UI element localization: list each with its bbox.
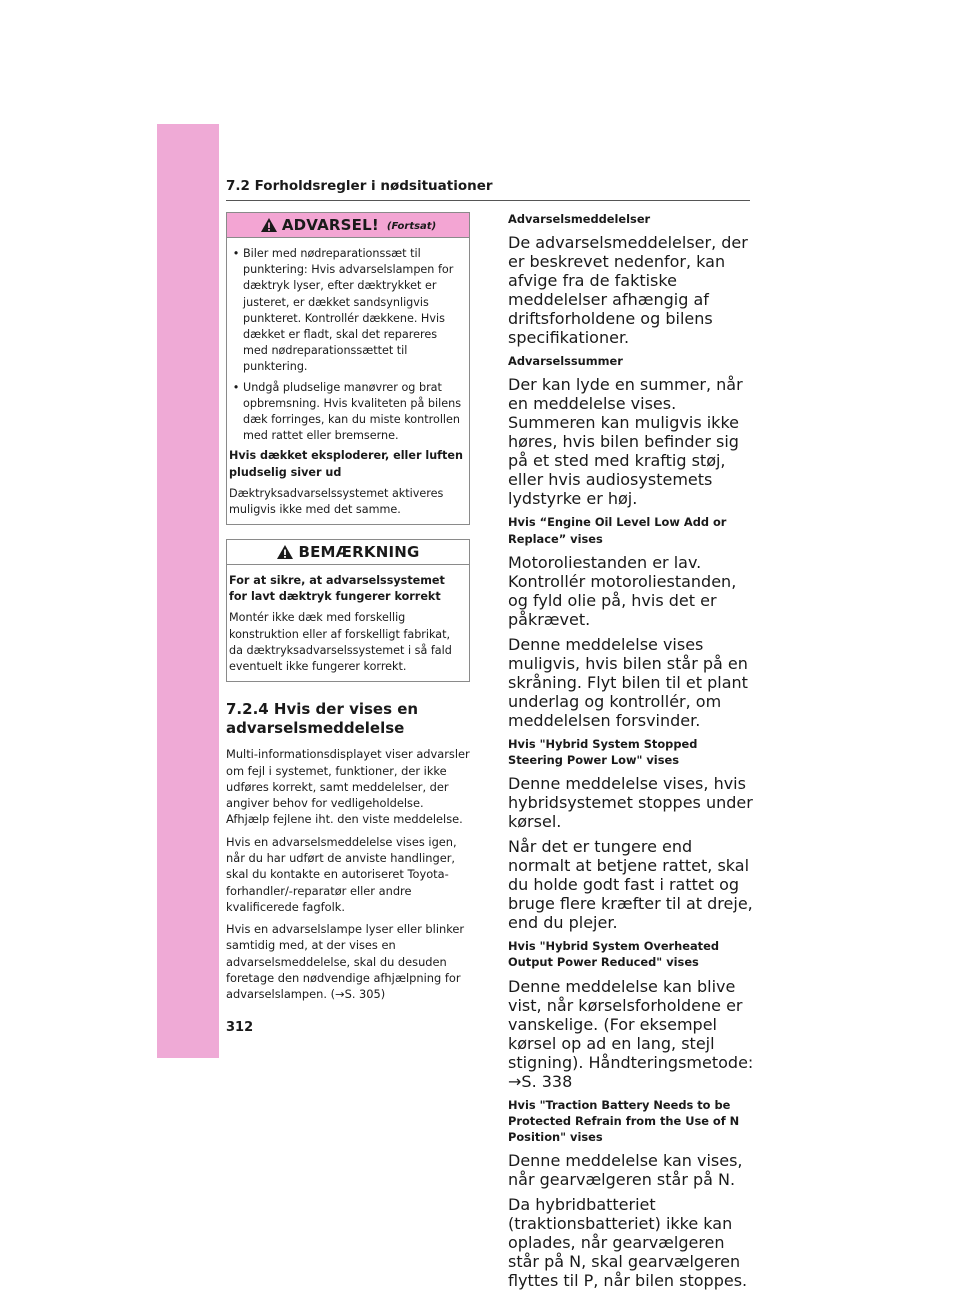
warning-box [226,212,470,525]
paragraph: Hvis en advarselslampe lyser eller blinker samtidig med, at der vises en advarselsmeddelelse, skal du desuden foretage den nødvendige afhjælpning for advarselslampen. (→S. 305) [226,922,465,1002]
subsection-heading: Advarselsmeddelelser [508,212,651,226]
warning-box-body [227,238,469,530]
warning-icon [260,217,278,233]
paragraph: De advarselsmeddelelser, der er beskrevet nedenfor, kan afvige fra de faktiske meddelelser afhængig af driftsforholdene og bilens specifikationer. [508,233,748,348]
notice-box [226,539,470,682]
warning-subheading: Hvis dækket eksploderer, eller luften pludselig siver ud [229,449,463,479]
warning-bullet-text: Biler med nødreparationssæt til punktering: Hvis advarselslampen for dæktryk lyser, efter dæktrykket er justeret, er dækket sandsynligvis punkteret. Kontrollér dækkene. Hvis dækket er fladt, skal det repareres med nødreparationssættet til punktering. [243,247,454,374]
subsection-heading: Hvis "Hybrid System Stopped Steering Power Low" vises [508,736,698,768]
paragraph: Der kan lyde en summer, når en meddelelse vises. Summeren kan muligvis ikke høres, hvis bilen befinder sig på et sted med kraftig støj, eller hvis audiosystemets lydstyrke er høj. [508,375,743,509]
paragraph: Denne meddelelse vises muligvis, hvis bilen står på en skråning. Flyt bilen til et plant underlag og kontrollér, om meddelelsen forsvinder. [508,634,748,730]
paragraph: Denne meddelelse kan vises, når gearvælgeren står på N. [508,1151,743,1190]
right-column [508,211,754,1296]
warning-bullet [229,246,463,376]
subsection-heading: Hvis "Hybrid System Overheated Output Power Reduced" vises [508,939,720,970]
section-heading: 7.2.4 Hvis der vises en advarselsmeddelelse [226,700,419,738]
caution-icon [276,544,294,560]
notice-text: Montér ikke dæk med forskellig konstruktion eller af forskelligt fabrikat, da dæktryksadvarselssystemet i så fald eventuelt ikke fungerer korrekt. [229,611,452,674]
subsection-heading: Hvis “Engine Oil Level Low Add or Replace” vises [508,515,727,546]
warning-bullet [229,380,463,445]
notice-subheading: For at sikre, at advarselssystemet for lavt dæktryk fungerer korrekt [229,574,445,604]
warning-text: Dæktryksadvarselssystemet aktiveres muligvis ikke med det samme. [229,486,444,517]
warning-box-header [227,213,469,238]
left-text [226,746,470,1002]
left-column [226,212,470,1009]
bullet-mark: • [232,380,240,394]
warning-box-title: ADVARSEL! [281,216,379,234]
warning-bullet-text: Undgå pludselige manøvrer og brat opbremsning. Hvis kvaliteten på bilens dæk forringes, kan du miste kontrollen med rattet eller bremserne. [243,380,462,443]
section-header: 7.2 Forholdsregler i nødsituationer [226,178,493,194]
subsection-heading: Hvis "Traction Battery Needs to be Protected Refrain from the Use of N Position" vises [508,1097,740,1145]
page-number: 312 [226,1020,254,1035]
paragraph: Motoroliestanden er lav. Kontrollér motoroliestanden, og fyld olie på, hvis det er påkrævet. [508,552,737,629]
notice-box-header [227,540,469,565]
page-sidebar-tab [157,124,219,1058]
notice-box-title: BEMÆRKNING [298,543,420,561]
paragraph: Hvis en advarselsmeddelelse vises igen, når du har udført de anviste handlinger, skal du kontakte en autoriseret Toyota-forhandler/-reparatør eller andre kvalificerede fagfolk. [226,834,457,914]
subsection-heading: Advarselssummer [508,354,623,369]
paragraph: Da hybridbatteriet (traktionsbatteriet) ikke kan oplades, når gearvælgeren står på N, skal gearvælgeren flyttes til P, når bilen stoppes. [508,1195,748,1291]
warning-box-note: (Fortsat) [386,221,437,232]
paragraph: Denne meddelelse vises, hvis hybridsystemet stoppes under kørsel. [508,774,753,832]
paragraph: Multi-informationsdisplayet viser advarsler om fejl i systemet, funktioner, der ikke udføres korrekt, samt meddelelser, der angiver behov for vedligeholdelse. Afhjælp fejlene iht. den viste meddelelse. [226,747,470,827]
paragraph: Når det er tungere end normalt at betjene rattet, skal du holde godt fast i rattet og bruge flere kræfter til at dreje, end du plejer. [508,837,753,933]
notice-box-body [227,565,469,681]
header-rule [226,200,750,201]
bullet-mark: • [232,247,240,260]
paragraph: Denne meddelelse kan blive vist, når kørselsforholdene er vanskelige. (For eksempel kørsel op ad en lang, stejl stigning). Håndteringsmetode: →S. 338 [508,976,754,1091]
